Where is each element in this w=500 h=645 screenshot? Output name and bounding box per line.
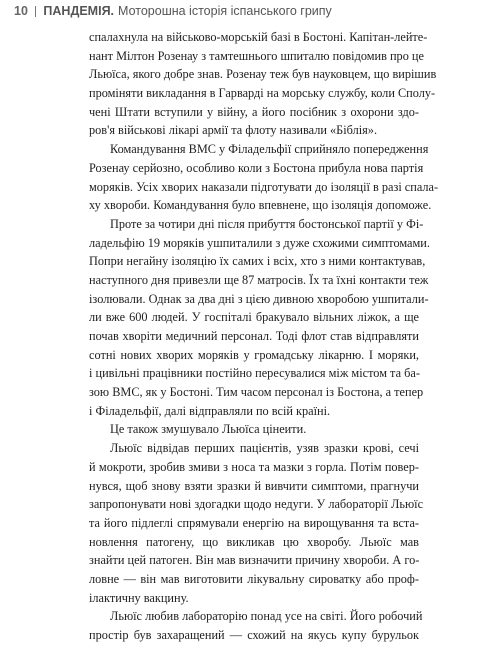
text-line: Це також змушувало Льюїса цінеити. (110, 422, 307, 437)
text-line: наступного дня привезли ще 87 матросів. Їх та їхні контакти теж (89, 272, 429, 287)
text-line: ху хвороби. Командування було впевнене, що ізоляція допоможе. (89, 198, 432, 213)
text-line: ладельфію 19 моряків ушпиталили з дуже схожими симптомами. (89, 235, 430, 250)
text-line: зою ВМС, як у Бостоні. Тим часом персонал із Бостона, а тепер (89, 385, 424, 400)
text-line: ізолювали. Однак за два дні з цією дивною хворобою ушпитали- (89, 291, 429, 306)
text-line: простір був захаращений — схожий на якусь купу бурульок (89, 628, 419, 642)
header-divider (35, 6, 37, 17)
text-line: і Філадельфії, далі відправляли по всій країні. (89, 403, 331, 418)
book-subtitle: Моторошна історія іспанського грипу (118, 4, 332, 18)
text-line: Проте за чотири дні після прибуття бостонської партії у Фі- (110, 216, 424, 231)
text-line: проміняти викладання в Гарварді на морську службу, коли Сполу- (89, 86, 436, 101)
text-line: та його підлеглі спрямували енергію на вирощування та вста- (89, 515, 419, 530)
body-text (89, 28, 439, 645)
text-line: і цивільні працівники постійно пересувалися між містом та ба- (89, 366, 420, 381)
text-line: сотні нових хворих моряків у громадську лікарню. І моряки, (89, 347, 419, 362)
text-line: нант Мілтон Розенау з тамтешнього шпиталю повідомив про це (89, 48, 424, 63)
text-line: Попри негайну ізоляцію їх самих і всіх, хто з ними контактував, (89, 254, 426, 269)
page-number: 10 (14, 4, 28, 18)
text-line: ілактичну вакцину. (89, 590, 189, 605)
text-line: спалахнула на військово-морській базі в Бостоні. Капітан-лейте- (89, 30, 428, 44)
text-line: ловне — він мав виготовити лікувальну сироватку або проф- (89, 571, 419, 586)
text-line: Льюїс відвідав перших пацієнтів, узяв зразки крові, сечі (110, 441, 419, 456)
book-title: ПАНДЕМІЯ. (43, 4, 115, 18)
text-line: Льюїс любив лабораторію понад усе на світі. Його робочий (110, 609, 423, 624)
text-line: моряків. Усіх хворих наказали підготувати до ізоляції в разі спала- (89, 179, 439, 194)
text-line: Командування ВМС у Філадельфії сприйняло попередження (110, 142, 429, 157)
text-line: нувся, щоб знову взяти зразки й вивчити симптоми, прагнучи (89, 478, 419, 493)
text-line: почав хворіти медичний персонал. Тоді флот став відправляти (89, 329, 419, 343)
text-line: чені Штати вступили у війну, а його посібник з охорони здо- (89, 104, 419, 119)
text-line: Розенау серйозно, особливо коли з Бостона прибула нова партія (89, 160, 424, 175)
text-line: запропонувати нові здогадки щодо недуги. У лабораторії Льюїс (89, 497, 424, 512)
text-line: ров'я військові лікарі армії та флоту називали «Біблія». (89, 123, 378, 138)
text-line: ли вже 600 людей. У госпіталі бракувало вільних ліжок, а ще (89, 310, 419, 325)
running-head (14, 3, 332, 19)
text-line: Льюїса, якого добре знав. Розенау теж був науковцем, що вирішив (89, 67, 437, 82)
text-line: новлення патогену, що викликав цю хворобу. Льюїс мав (89, 534, 419, 549)
text-line: знайти цей патоген. Він мав визначити причину хвороби. А го- (89, 553, 420, 568)
text-line: й мокроти, зробив змиви з носа та мазки з горла. Потім повер- (89, 459, 419, 474)
